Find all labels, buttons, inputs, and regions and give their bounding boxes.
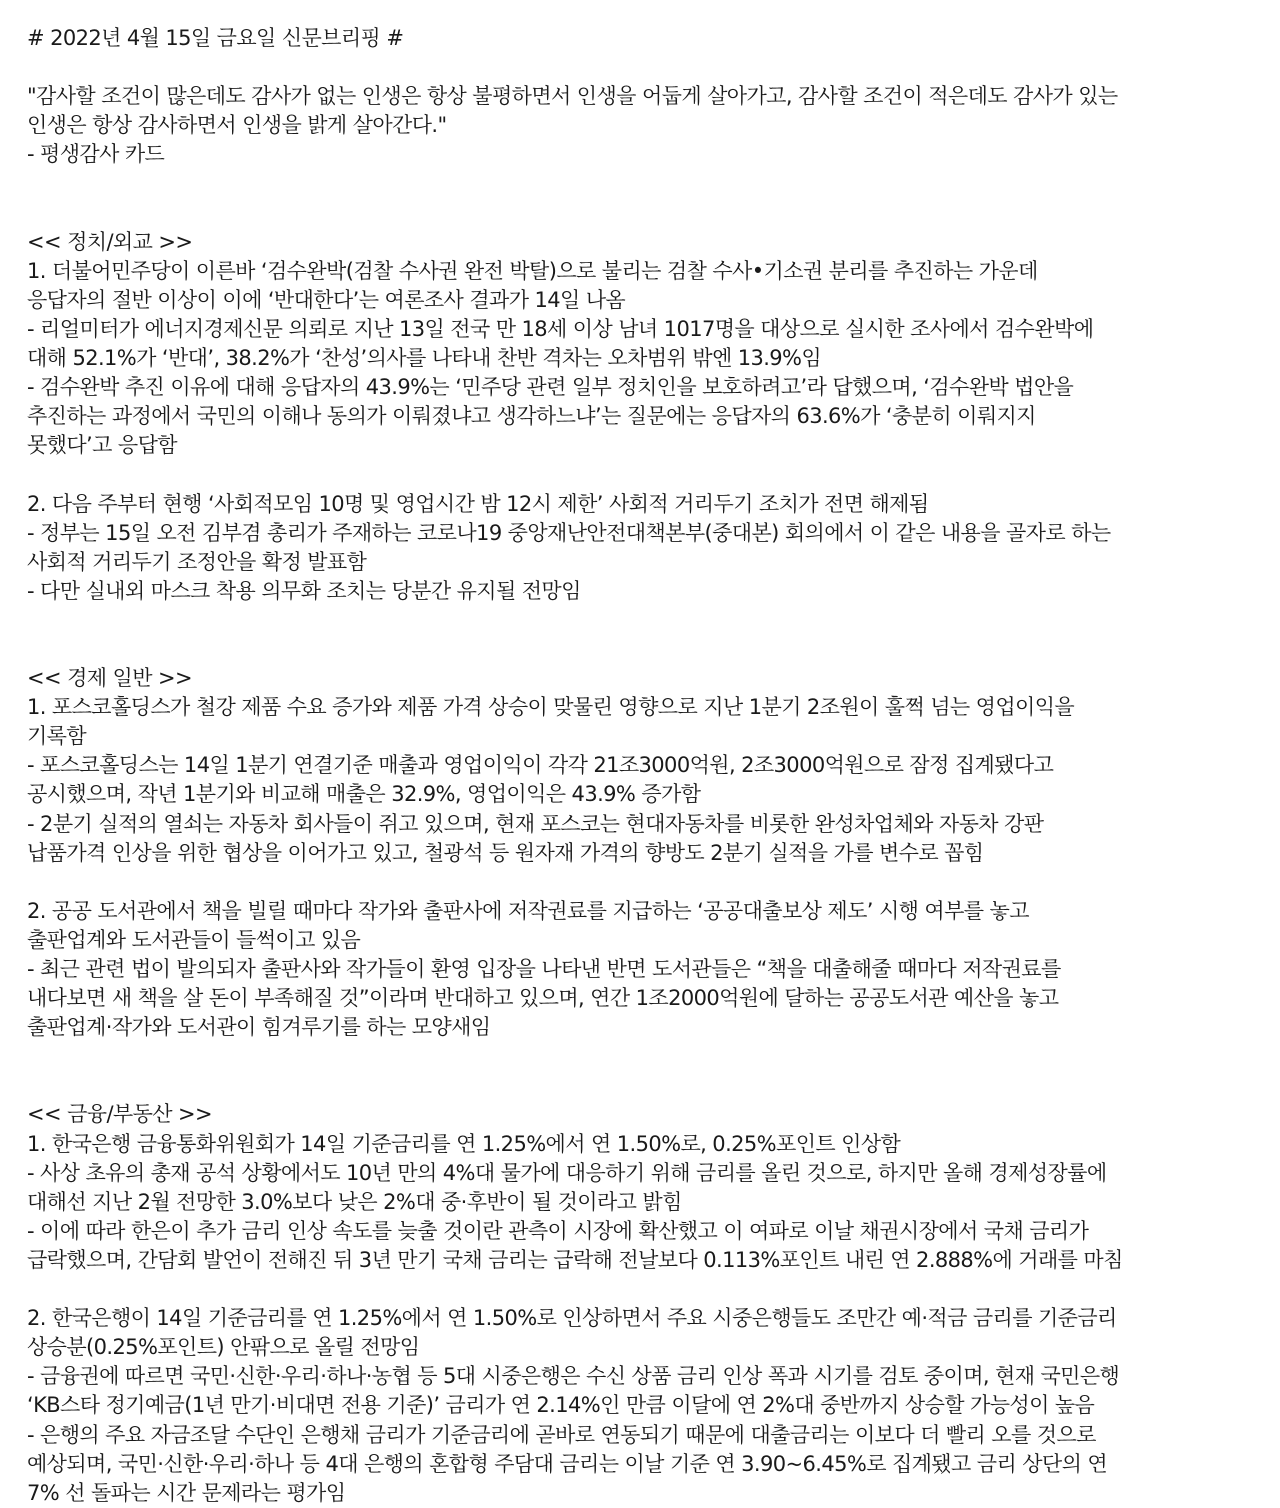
item-line: 추진하는 과정에서 국민의 이해나 동의가 이뤄졌냐고 생각하느냐’는 질문에는 응답자의 63.6%가 ‘충분히 이뤄지지 [27,404,1036,429]
news-item [27,897,1267,1042]
item-line: - 금융권에 따르면 국민·신한·우리·하나·농협 등 5대 시중은행은 수신 상품 금리 인상 폭과 시기를 검토 중이며, 현재 국민은행 [27,1364,1120,1389]
item-line: 대해선 지난 2월 전망한 3.0%보다 낮은 2%대 중·후반이 될 것이라고 밝힘 [27,1189,682,1214]
item-line: 내다보면 새 책을 살 돈이 부족해질 것”이라며 반대하고 있으며, 연간 1조2000억원에 달하는 공공도서관 예산을 놓고 [27,986,1059,1011]
item-line: - 이에 따라 한은이 추가 금리 인상 속도를 늦출 것이란 관측이 시장에 확산했고 이 여파로 이날 채권시장에서 국채 금리가 [27,1218,1089,1243]
quote-source: - 평생감사 카드 [27,142,165,167]
item-line: 2. 다음 주부터 현행 ‘사회적모임 10명 및 영업시간 밤 12시 제한’ 사회적 거리두기 조치가 전면 해제됨 [27,491,929,516]
item-line: 응답자의 절반 이상이 이에 ‘반대한다’는 여론조사 결과가 14일 나옴 [27,287,626,312]
item-line: - 2분기 실적의 열쇠는 자동차 회사들이 쥐고 있으며, 현재 포스코는 현대자동차를 비롯한 완성차업체와 자동차 강판 [27,811,1044,836]
item-line: 2. 한국은행이 14일 기준금리를 연 1.25%에서 연 1.50%로 인상하면서 주요 시중은행들도 조만간 예·적금 금리를 기준금리 [27,1306,1117,1331]
item-line: - 다만 실내외 마스크 착용 의무화 조치는 당분간 유지될 전망임 [27,578,581,603]
item-line: - 리얼미터가 에너지경제신문 의뢰로 지난 13일 전국 만 18세 이상 남녀 1017명을 대상으로 실시한 조사에서 검수완박에 [27,316,1094,341]
item-line: ‘KB스타 정기예금(1년 만기·비대면 전용 기준)’ 금리가 연 2.14%인 만큼 이달에 연 2%대 중반까지 상승할 가능성이 높음 [27,1393,1095,1418]
item-line: - 사상 초유의 총재 공석 상황에서도 10년 만의 4%대 물가에 대응하기 위해 금리를 올린 것으로, 하지만 올해 경제성장률에 [27,1160,1107,1185]
section-finance [27,1100,1267,1507]
news-item [27,1304,1267,1508]
item-line: - 정부는 15일 오전 김부겸 총리가 주재하는 코로나19 중앙재난안전대책본부(중대본) 회의에서 이 같은 내용을 골자로 하는 [27,520,1111,545]
item-line: 2. 공공 도서관에서 책을 빌릴 때마다 작가와 출판사에 저작권료를 지급하는 ‘공공대출보상 제도’ 시행 여부를 놓고 [27,898,1029,923]
item-line: 대해 52.1%가 ‘반대’, 38.2%가 ‘찬성’의사를 나타내 찬반 격차는 오차범위 밖엔 13.9%임 [27,346,822,371]
briefing-document [27,24,1267,1508]
news-item [27,1130,1267,1275]
quote-line: 인생은 항상 감사하면서 인생을 밝게 살아간다." [27,113,447,138]
quote-block [27,82,1267,169]
news-item [27,490,1267,606]
item-line: 1. 더불어민주당이 이른바 ‘검수완박(검찰 수사권 완전 박탈)으로 불리는 검찰 수사•기소권 분리를 추진하는 가운데 [27,258,1038,283]
section-header: << 경제 일반 >> [27,666,192,691]
news-item [27,257,1267,461]
item-line: - 최근 관련 법이 발의되자 출판사와 작가들이 환영 입장을 나타낸 반면 도서관들은 “책을 대출해줄 때마다 저작권료를 [27,957,1061,981]
section-header: << 정치/외교 >> [27,229,193,254]
item-line: - 은행의 주요 자금조달 수단인 은행채 금리가 기준금리에 곧바로 연동되기 때문에 대출금리는 이보다 더 빨리 오를 것으로 [27,1422,1096,1447]
item-line: 1. 한국은행 금융통화위원회가 14일 기준금리를 연 1.25%에서 연 1.50%로, 0.25%포인트 인상함 [27,1131,901,1156]
item-line: 공시했으며, 작년 1분기와 비교해 매출은 32.9%, 영업이익은 43.9% 증가함 [27,782,701,807]
item-line: 기록함 [27,724,87,749]
item-line: 예상되며, 국민·신한·우리·하나 등 4대 은행의 혼합형 주담대 금리는 이날 기준 연 3.90~6.45%로 집계됐고 금리 상단의 연 [27,1451,1108,1476]
section-politics [27,228,1267,606]
item-line: 못했다’고 응답함 [27,433,177,458]
item-line: 납품가격 인상을 위한 협상을 이어가고 있고, 철광석 등 원자재 가격의 향방도 2분기 실적을 가를 변수로 꼽힘 [27,840,984,865]
item-line: 사회적 거리두기 조정안을 확정 발표함 [27,549,367,574]
item-line: 상승분(0.25%포인트) 안팎으로 올릴 전망임 [27,1335,420,1360]
item-line: 1. 포스코홀딩스가 철강 제품 수요 증가와 제품 가격 상승이 맞물린 영향으로 지난 1분기 2조원이 훌쩍 넘는 영업이익을 [27,695,1075,720]
section-economy [27,664,1267,1042]
news-item [27,693,1267,868]
item-line: - 포스코홀딩스는 14일 1분기 연결기준 매출과 영업이익이 각각 21조3000억원, 2조3000억원으로 잠정 집계됐다고 [27,753,1054,778]
item-line: 출판업계·작가와 도서관이 힘겨루기를 하는 모양새임 [27,1015,491,1040]
item-line: - 검수완박 추진 이유에 대해 응답자의 43.9%는 ‘민주당 관련 일부 정치인을 보호하려고’라 답했으며, ‘검수완박 법안을 [27,375,1074,400]
item-line: 급락했으며, 간담회 발언이 전해진 뒤 3년 만기 국채 금리는 급락해 전날보다 0.113%포인트 내린 연 2.888%에 거래를 마침 [27,1247,1123,1272]
item-line: 출판업계와 도서관들이 들썩이고 있음 [27,927,361,952]
section-header: << 금융/부동산 >> [27,1102,213,1127]
document-title: # 2022년 4월 15일 금요일 신문브리핑 # [27,26,404,50]
quote-line: "감사할 조건이 많은데도 감사가 없는 인생은 항상 불평하면서 인생을 어둡게 살아가고, 감사할 조건이 적은데도 감사가 있는 [27,84,1118,109]
item-line: 7% 선 돌파는 시간 문제라는 평가임 [27,1480,346,1505]
